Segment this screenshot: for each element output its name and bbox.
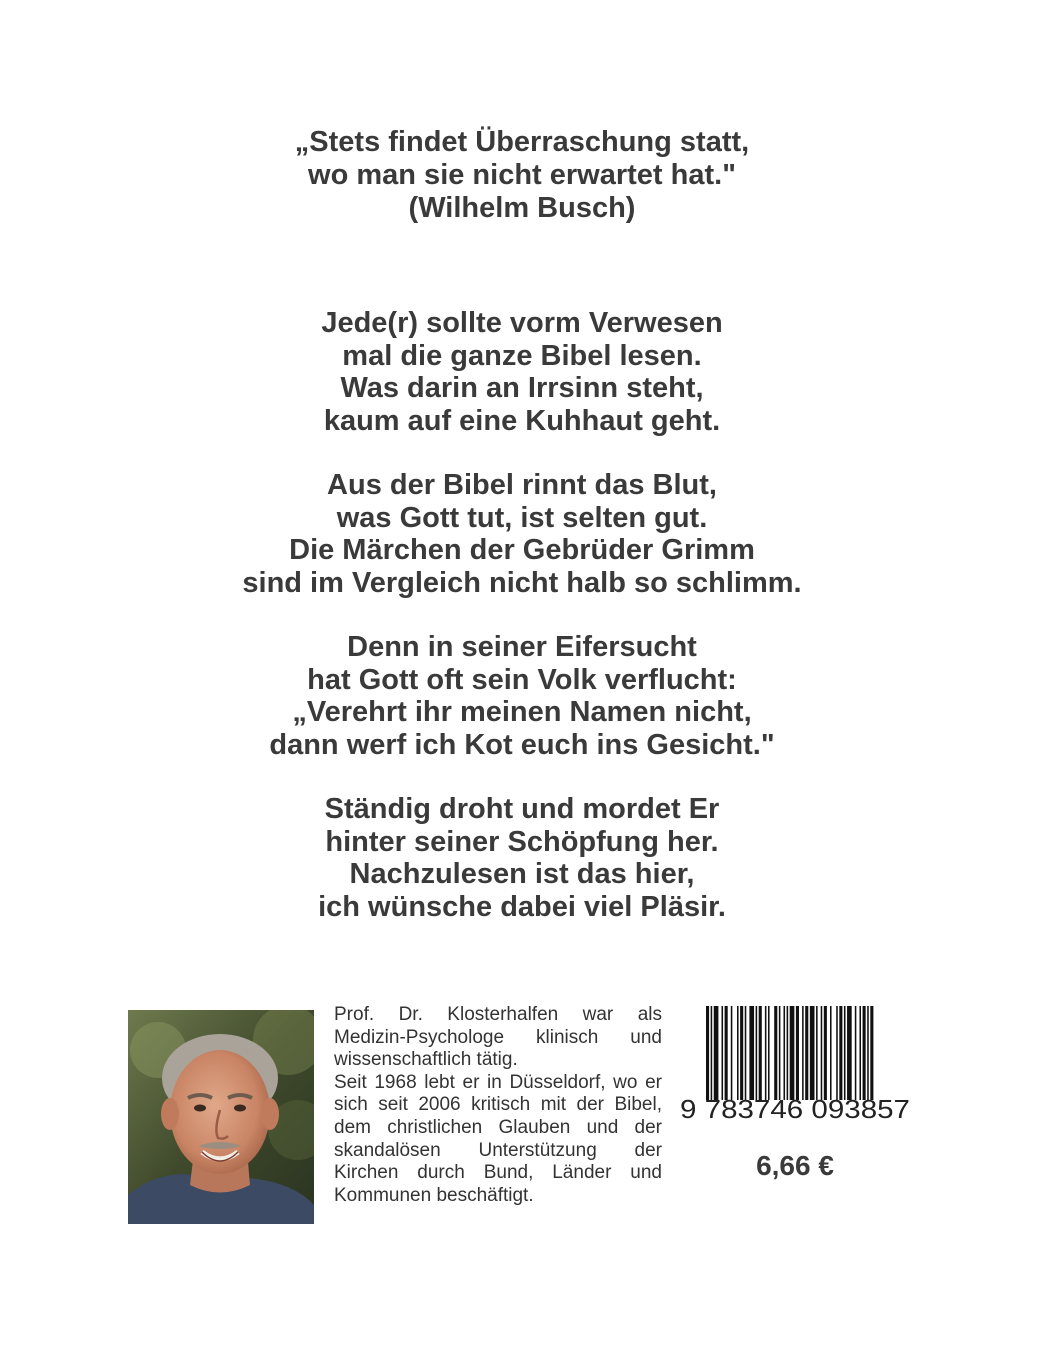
barcode-bar <box>711 1006 713 1100</box>
poem-line: Nachzulesen ist das hier, <box>349 858 695 890</box>
barcode-bar <box>774 1006 777 1100</box>
poem-line: Denn in seiner Eifersucht <box>347 631 697 663</box>
poem-line: ich wünsche dabei viel Pläsir. <box>318 890 726 923</box>
poem-stanza-4 <box>0 793 1044 923</box>
poem-line: sind im Vergleich nicht halb so schlimm. <box>242 566 802 599</box>
barcode-bar <box>802 1006 804 1100</box>
author-bio <box>334 1004 662 1207</box>
barcode-bar <box>756 1006 758 1100</box>
barcode-bar <box>740 1006 743 1100</box>
barcode-bar <box>749 1006 754 1100</box>
poem-line: dann werf ich Kot euch ins Gesicht." <box>269 728 775 761</box>
barcode-bar <box>836 1006 838 1100</box>
barcode-bar <box>830 1006 832 1100</box>
barcode-bar <box>847 1006 852 1100</box>
barcode-bar <box>796 1006 799 1100</box>
poem-line: Die Märchen der Gebrüder Grimm <box>289 534 755 566</box>
barcode-bar <box>816 1006 818 1100</box>
barcode-bar <box>787 1006 789 1100</box>
isbn-barcode <box>680 1004 922 1124</box>
poem-line: Ständig droht und mordet Er <box>324 793 720 825</box>
barcode-bar <box>784 1006 786 1100</box>
barcode-bar <box>765 1006 767 1100</box>
poem-line: hat Gott oft sein Volk verflucht: <box>307 663 737 696</box>
poem-stanza-3 <box>0 631 1044 761</box>
barcode-bar <box>821 1006 823 1100</box>
barcode-bar <box>706 1006 709 1100</box>
epigraph-quote <box>0 126 1044 225</box>
poem-stanza-2 <box>0 469 1044 599</box>
barcode-bar <box>844 1006 846 1100</box>
bio-paragraph: Prof. Dr. Klosterhalfen war als Medizin-Psychologe klinisch und wissenschaftlich tätig. <box>334 1004 662 1071</box>
poem-line: Jede(r) sollte vorm Verwesen <box>321 307 723 339</box>
barcode-bar <box>731 1006 733 1100</box>
barcode-bar <box>779 1006 781 1100</box>
quote-line: „Stets findet Überraschung statt, <box>294 126 750 158</box>
barcode-bar <box>714 1006 719 1100</box>
quote-attribution: (Wilhelm Busch) <box>408 192 636 224</box>
barcode-bar <box>839 1006 842 1100</box>
barcode-bar <box>722 1006 724 1100</box>
poem-line: kaum auf eine Kuhhaut geht. <box>323 404 721 437</box>
barcode-bar <box>745 1006 747 1100</box>
barcode-bar <box>867 1006 869 1100</box>
poem-line: „Verehrt ihr meinen Namen nicht, <box>292 696 752 728</box>
price-label: 6,66 € <box>756 1150 834 1181</box>
barcode-bar <box>737 1006 739 1100</box>
author-photo <box>128 1010 314 1224</box>
barcode-bar <box>805 1006 808 1100</box>
barcode-bar <box>759 1006 762 1100</box>
barcode-bar <box>824 1006 827 1100</box>
poem-line: Was darin an Irrsinn steht, <box>340 372 704 404</box>
barcode-bar <box>768 1006 770 1100</box>
poem-line: hinter seiner Schöpfung her. <box>325 825 719 858</box>
barcode-bar <box>810 1006 815 1100</box>
quote-line: wo man sie nicht erwartet hat." <box>308 159 736 191</box>
poem-line: mal die ganze Bibel lesen. <box>342 339 702 372</box>
poem-stanza-1 <box>0 307 1044 437</box>
barcode-bars <box>706 1006 873 1100</box>
barcode-bar <box>855 1006 857 1100</box>
poem-line: was Gott tut, ist selten gut. <box>336 501 708 534</box>
barcode-bar <box>863 1006 866 1100</box>
barcode-bar <box>859 1006 861 1100</box>
barcode-bar <box>790 1006 795 1100</box>
barcode-digits: 9 783746 093857 <box>680 1094 910 1124</box>
bio-paragraph: Seit 1968 lebt er in Düsseldorf, wo er sich seit 2006 kritisch mit der Bibel, dem christlichen Glauben und der skandalösen Unterstützung der Kirchen durch Bund, Länder und Kommunen beschäftigt. <box>334 1071 662 1206</box>
barcode-bar <box>870 1006 873 1100</box>
poem <box>0 307 1044 955</box>
barcode-bar <box>725 1006 728 1100</box>
poem-line: Aus der Bibel rinnt das Blut, <box>327 469 717 501</box>
